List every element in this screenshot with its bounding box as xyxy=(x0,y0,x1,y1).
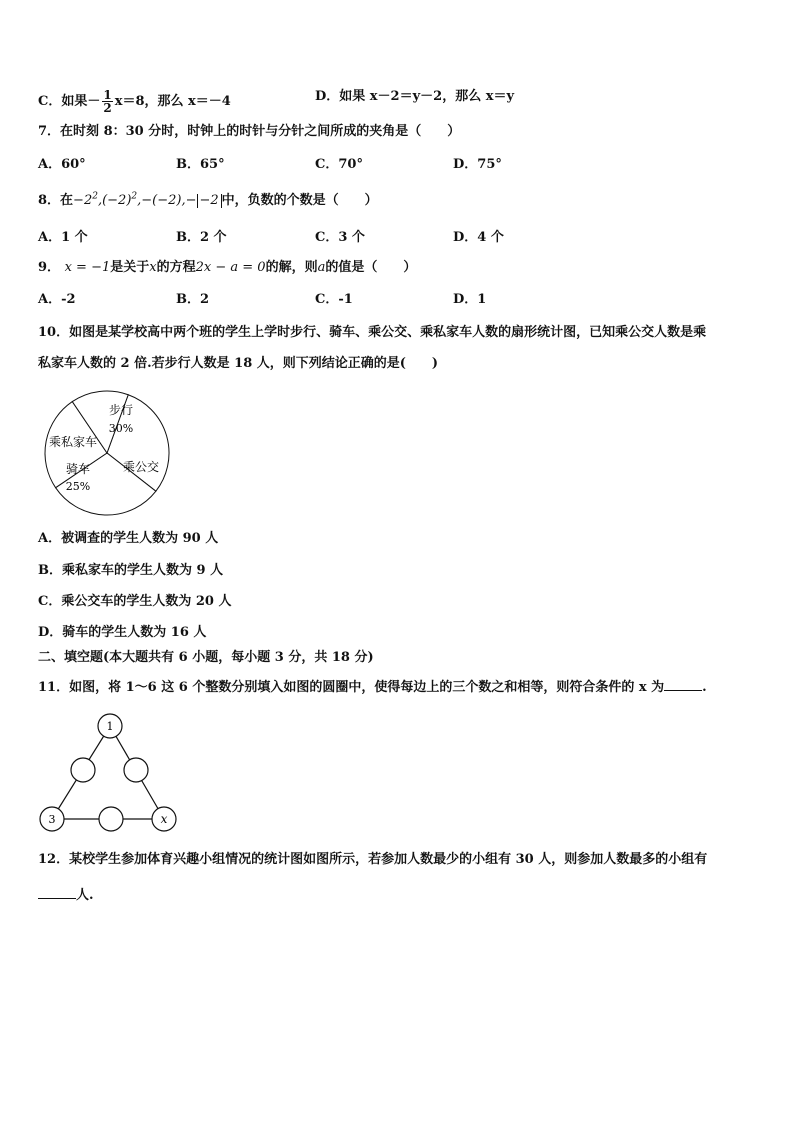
q8-expr-a: −2 xyxy=(73,193,93,208)
q6-option-c-prefix: C．如果－ xyxy=(38,94,101,109)
q10-stem-line2: 私家车人数的 2 倍.若步行人数是 18 人，则下列结论正确的是( ) xyxy=(38,356,439,371)
q10-option-d: D．骑车的学生人数为 16 人 xyxy=(38,625,207,640)
q8-option-b: B．2 个 xyxy=(176,230,227,245)
q9-condition: x = −1 xyxy=(64,260,111,275)
q7-option-d: D．75° xyxy=(453,157,502,172)
q7-option-b: B．65° xyxy=(176,157,225,172)
circle-bottom-right-label: x xyxy=(160,812,168,826)
circle-top-label: 1 xyxy=(106,720,114,733)
circle-right-middle xyxy=(124,758,148,782)
fraction-numerator: 1 xyxy=(103,88,112,102)
q9-var-a: a xyxy=(317,260,326,275)
q9-option-a: A．-2 xyxy=(38,292,76,307)
q10-option-a: A．被调查的学生人数为 90 人 xyxy=(38,531,219,546)
pie-label-private-car: 乘私家车 xyxy=(49,435,98,449)
fraction-denominator: 2 xyxy=(103,101,112,115)
q6-option-c xyxy=(38,89,231,114)
pie-percent-walk: 30% xyxy=(108,422,134,435)
pie-percent-bike: 25% xyxy=(65,480,91,493)
q9-text-2: 的方程 xyxy=(156,260,196,275)
q9-equation: 2x − a = 0 xyxy=(195,260,266,275)
q8-expr-a-exponent: 2 xyxy=(92,191,98,202)
pie-slices xyxy=(45,391,169,515)
q8-stem xyxy=(38,193,378,209)
q9-text-1: 是关于 xyxy=(110,260,150,275)
q11-stem xyxy=(38,678,707,696)
q9-var-x: x xyxy=(149,260,157,275)
q9-option-c: C．-1 xyxy=(315,292,353,307)
q11-stem-end: . xyxy=(702,680,707,695)
q8-expr-c: ,−(−2),− xyxy=(137,193,197,208)
section-heading-fill-in: 二、填空题(本大题共有 6 小题，每小题 3 分，共 18 分) xyxy=(38,650,374,665)
q8-expr-b-exponent: 2 xyxy=(131,191,138,202)
q9-number: 9． xyxy=(38,260,61,275)
q7-option-c: C．70° xyxy=(315,157,363,172)
q8-prefix: 8．在 xyxy=(38,193,74,208)
pie-label-bus: 乘公交 xyxy=(122,460,160,474)
q8-option-c: C．3 个 xyxy=(315,230,365,245)
answer-blank xyxy=(664,678,702,691)
q10-option-b: B．乘私家车的学生人数为 9 人 xyxy=(38,563,224,578)
answer-blank xyxy=(38,886,76,899)
q9-stem xyxy=(38,260,416,276)
q6-option-c-rest: x＝8，那么 x＝－4 xyxy=(114,94,231,109)
q6-option-d: D．如果 x－2＝y－2，那么 x＝y xyxy=(315,89,515,104)
pie-label-bike: 骑车 xyxy=(65,462,91,476)
q9-suffix: 的值是（ ） xyxy=(325,260,417,275)
q8-expression xyxy=(73,193,222,208)
q7-stem: 7．在时刻 8：30 分时，时钟上的时针与分针之间所成的夹角是（ ） xyxy=(38,124,461,139)
q8-option-a: A．1 个 xyxy=(38,230,88,245)
pie-chart xyxy=(40,390,180,520)
q8-absolute-value: −2 xyxy=(197,194,222,208)
circle-left-middle xyxy=(71,758,95,782)
circle-bottom-middle xyxy=(99,807,123,831)
triangle-circle-diagram xyxy=(36,708,186,838)
q12-stem-end: 人. xyxy=(76,888,94,903)
circle-bottom-left-label: 3 xyxy=(48,813,56,826)
q9-text-3: 的解，则 xyxy=(265,260,318,275)
q8-expr-b: ,(−2) xyxy=(97,193,132,208)
q9-option-d: D．1 xyxy=(453,292,487,307)
q9-option-b: B．2 xyxy=(176,292,210,307)
q10-stem-line1: 10．如图是某学校高中两个班的学生上学时步行、骑车、乘公交、乘私家车人数的扇形统计图，已知乘公交人数是乘 xyxy=(38,325,707,340)
q8-suffix: 中，负数的个数是（ ） xyxy=(221,193,378,208)
q12-stem-line1: 12．某校学生参加体育兴趣小组情况的统计图如图所示，若参加人数最少的小组有 30 人，则参加人数最多的小组有 xyxy=(38,852,708,867)
q8-option-d: D．4 个 xyxy=(453,230,504,245)
fraction xyxy=(102,89,112,114)
q7-option-a: A．60° xyxy=(38,157,86,172)
q11-stem-text: 11．如图，将 1～6 这 6 个整数分别填入如图的圆圈中，使得每边上的三个数之和相等，则符合条件的 x 为 xyxy=(38,680,665,695)
pie-label-walk: 步行 xyxy=(108,403,134,417)
q10-option-c: C．乘公交车的学生人数为 20 人 xyxy=(38,594,232,609)
q12-stem-line2 xyxy=(38,886,94,904)
